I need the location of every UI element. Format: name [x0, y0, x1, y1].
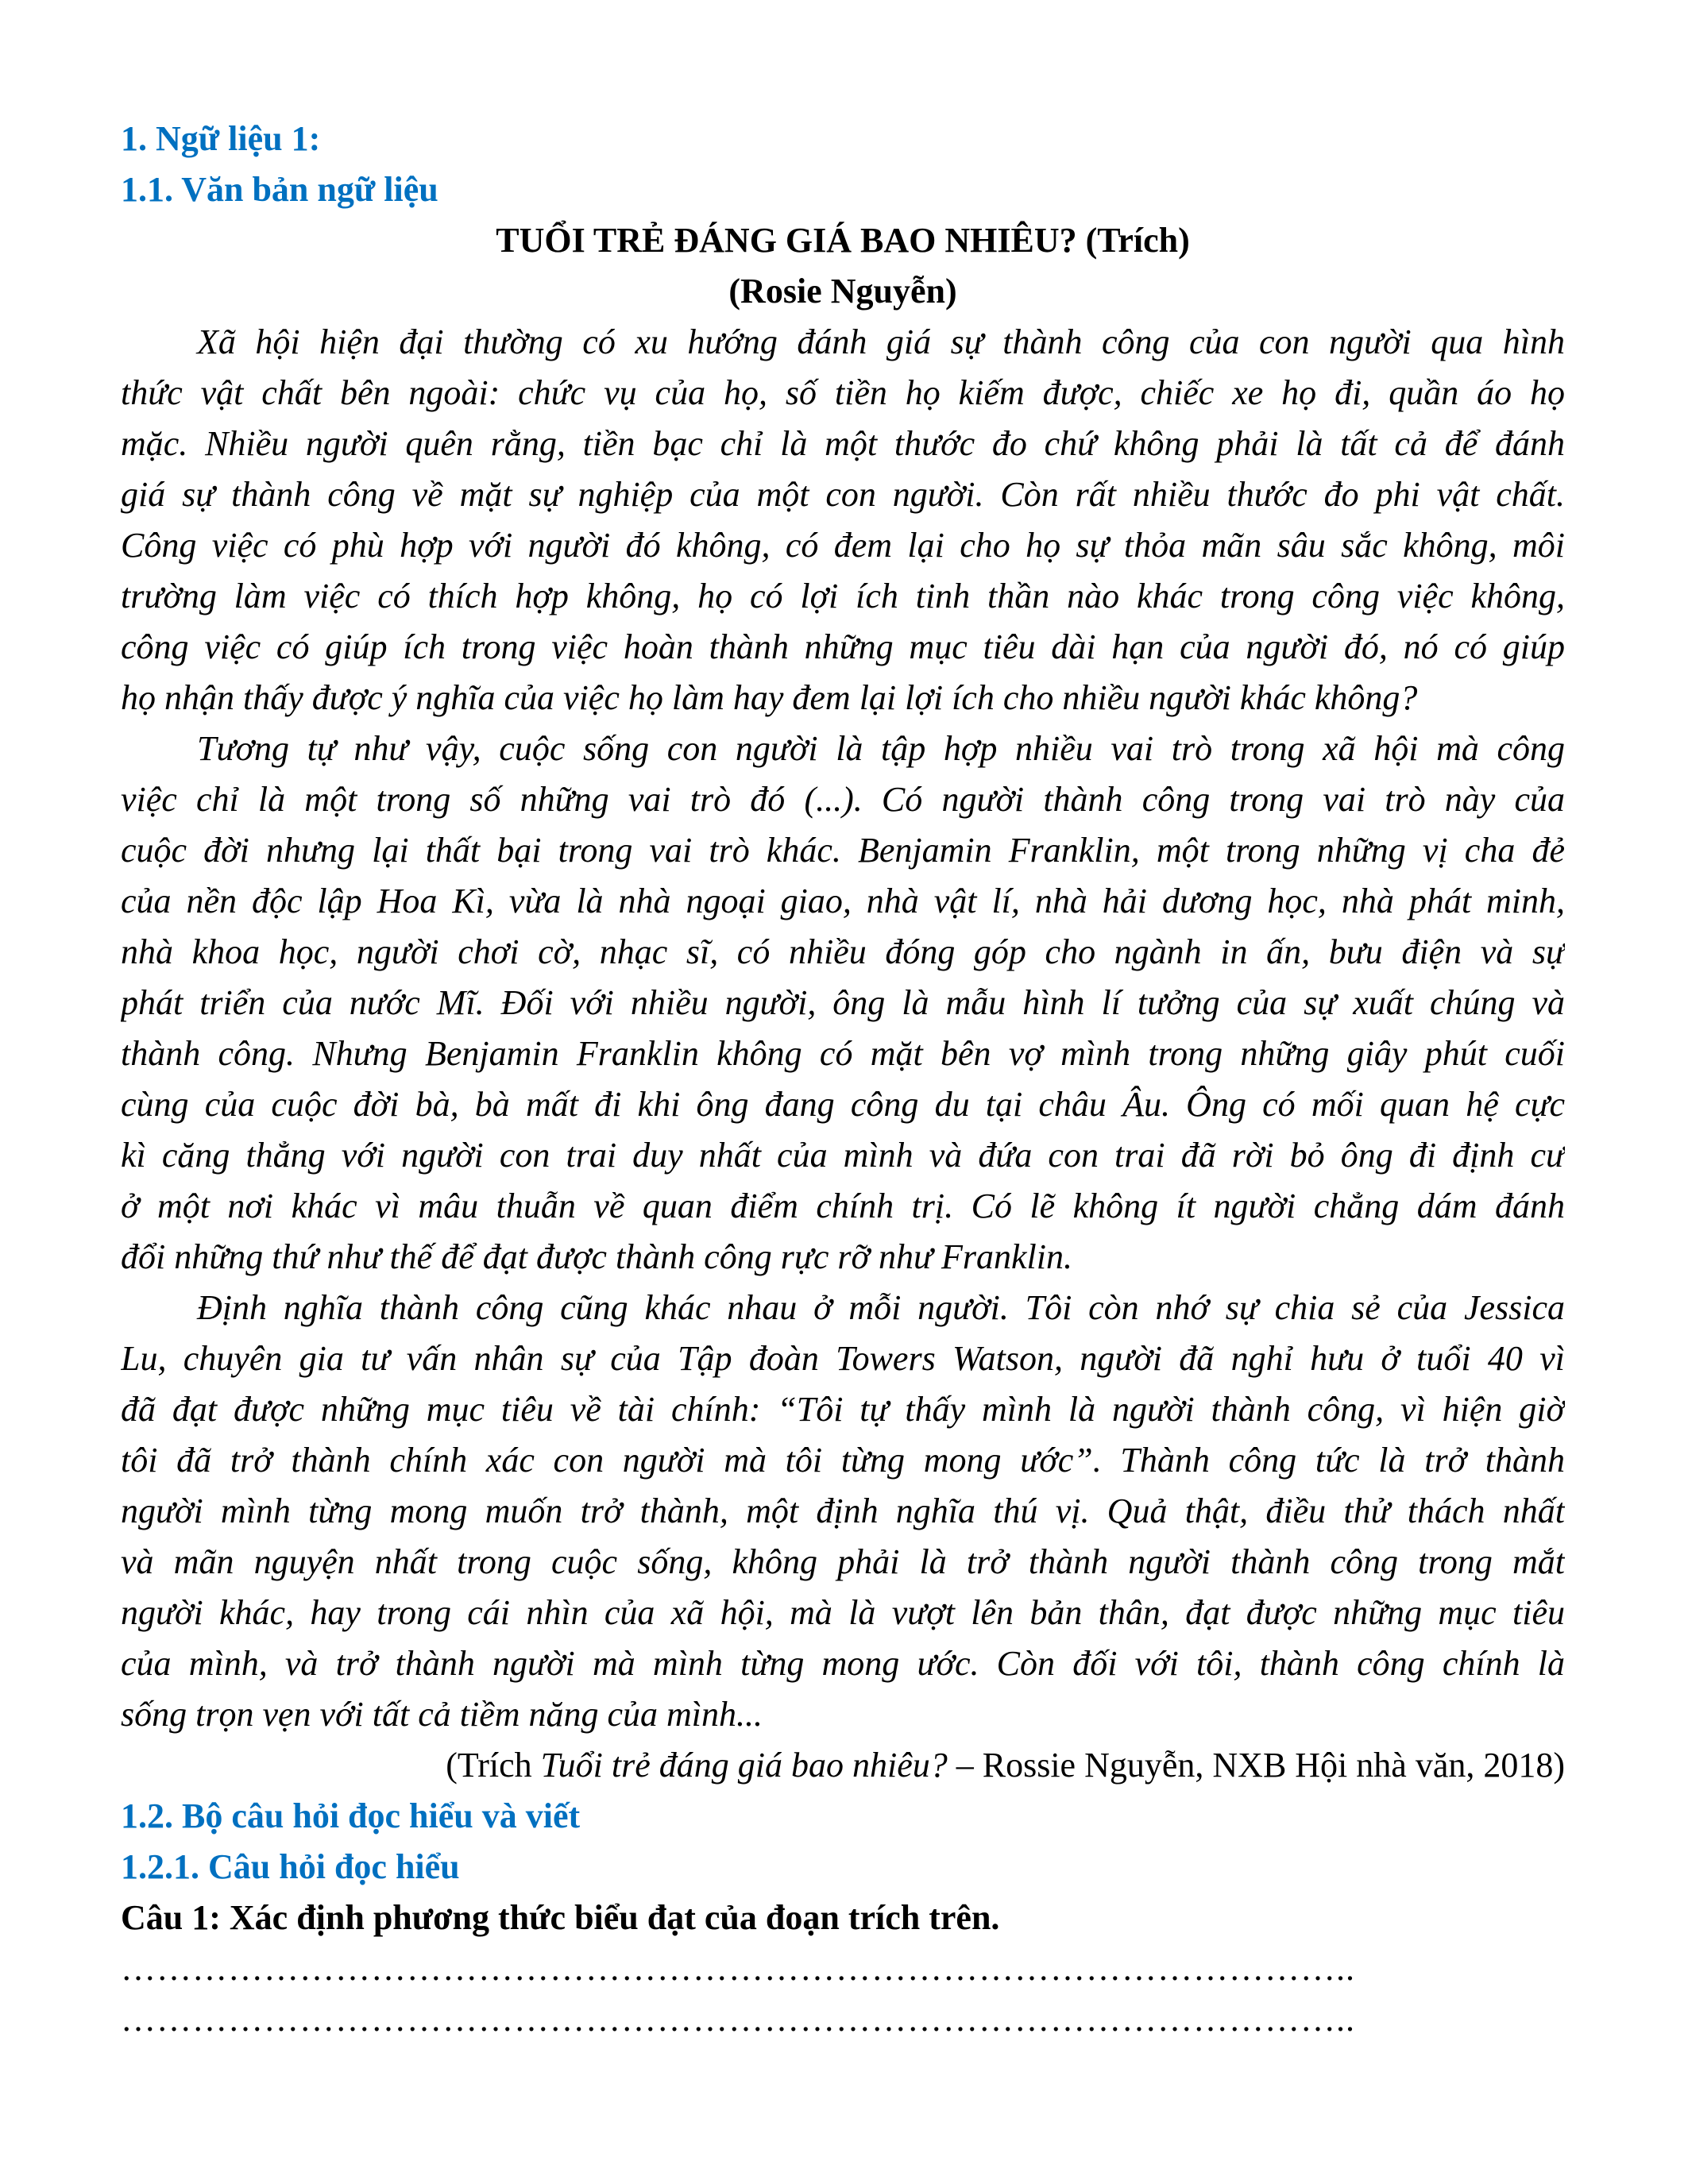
citation-prefix: (Trích	[446, 1746, 541, 1785]
paragraph-line: cùng của cuộc đời bà, bà mất đi khi ông đang công du tại châu Âu. Ông có mối quan hệ cực	[121, 1085, 1565, 1124]
document-page	[121, 114, 1565, 2045]
paragraph-line: Định nghĩa thành công cũng khác nhau ở mỗi người. Tôi còn nhớ sự chia sẻ của Jessica	[197, 1288, 1565, 1327]
paragraph-line: họ nhận thấy được ý nghĩa của việc họ làm hay đem lại lợi ích cho nhiều người khác không?	[121, 678, 1418, 717]
question-1: Câu 1: Xác định phương thức biểu đạt của đoạn trích trên.	[121, 1898, 1000, 1937]
citation-book-title: Tuổi trẻ đáng giá bao nhiêu?	[540, 1746, 948, 1785]
paragraph-line: của nền độc lập Hoa Kì, vừa là nhà ngoại giao, nhà vật lí, nhà hải dương học, nhà phát minh,	[121, 882, 1565, 920]
citation-suffix: – Rossie Nguyễn, NXB Hội nhà văn, 2018)	[947, 1746, 1565, 1785]
heading-bo-cau-hoi: 1.2. Bộ câu hỏi đọc hiểu và viết	[121, 1796, 581, 1835]
paragraph-line: đổi những thứ như thế để đạt được thành công rực rỡ như Franklin.	[121, 1237, 1072, 1276]
paragraph-line: của mình, và trở thành người mà mình từng mong ước. Còn đối với tôi, thành công chính là	[121, 1644, 1565, 1683]
paragraph-line: Lu, chuyên gia tư vấn nhân sự của Tập đoàn Towers Watson, người đã nghỉ hưu ở tuổi 40 vì	[121, 1339, 1565, 1378]
heading-van-ban-ngu-lieu: 1.1. Văn bản ngữ liệu	[121, 170, 438, 209]
paragraph-line: Tương tự như vậy, cuộc sống con người là tập hợp nhiều vai trò trong xã hội mà công	[197, 729, 1565, 768]
heading-ngu-lieu-1: 1. Ngữ liệu 1:	[121, 119, 321, 158]
paragraph-line: thức vật chất bên ngoài: chức vụ của họ, số tiền họ kiếm được, chiếc xe họ đi, quần áo họ	[121, 373, 1565, 412]
text-title: TUỔI TRẺ ĐÁNG GIÁ BAO NHIÊU? (Trích)	[496, 221, 1190, 260]
paragraph-line: sống trọn vẹn với tất cả tiềm năng của mình...	[121, 1695, 763, 1734]
heading-cau-hoi-doc-hieu: 1.2.1. Câu hỏi đọc hiểu	[121, 1847, 460, 1886]
paragraph-line: người khác, hay trong cái nhìn của xã hội, mà là vượt lên bản thân, đạt được những mục tiêu	[121, 1593, 1565, 1632]
answer-line-2[interactable]: …………………………………………………………………………………………..	[121, 2000, 1355, 2039]
paragraph-line: kì căng thẳng với người con trai duy nhất của mình và đứa con trai đã rời bỏ ông đi định cư	[121, 1136, 1565, 1175]
paragraph-line: thành công. Nhưng Benjamin Franklin không có mặt bên vợ mình trong những giây phút cuối	[121, 1034, 1565, 1073]
paragraph-line: người mình từng mong muốn trở thành, một định nghĩa thú vị. Quả thật, điều thử thách nhất	[121, 1491, 1565, 1530]
paragraph-line: trường làm việc có thích hợp không, họ có lợi ích tinh thần nào khác trong công việc không,	[121, 577, 1565, 615]
paragraph-line: ở một nơi khác vì mâu thuẫn về quan điểm chính trị. Có lẽ không ít người chẳng dám đánh	[121, 1187, 1565, 1225]
paragraph-line: và mãn nguyện nhất trong cuộc sống, không phải là trở thành người thành công trong mắt	[121, 1542, 1565, 1581]
paragraph-line: Xã hội hiện đại thường có xu hướng đánh giá sự thành công của con người qua hình	[197, 322, 1565, 361]
paragraph-line: mặc. Nhiều người quên rằng, tiền bạc chỉ là một thước đo chứ không phải là tất cả để đánh	[121, 424, 1565, 463]
paragraph-line: công việc có giúp ích trong việc hoàn thành những mục tiêu dài hạn của người đó, nó có giúp	[121, 627, 1565, 666]
paragraph-line: việc chỉ là một trong số những vai trò đó (...). Có người thành công trong vai trò này của	[121, 780, 1565, 819]
paragraph-line: cuộc đời nhưng lại thất bại trong vai trò khác. Benjamin Franklin, một trong những vị cha đẻ	[121, 831, 1565, 870]
paragraph-line: Công việc có phù hợp với người đó không, có đem lại cho họ sự thỏa mãn sâu sắc không, môi	[121, 526, 1565, 565]
paragraph-line: tôi đã trở thành chính xác con người mà tôi từng mong ước”. Thành công tức là trở thành	[121, 1441, 1565, 1480]
citation	[121, 1740, 1565, 1791]
answer-line-1[interactable]: …………………………………………………………………………………………..	[121, 1949, 1355, 1988]
paragraph-line: phát triển của nước Mĩ. Đối với nhiều người, ông là mẫu hình lí tưởng của sự xuất chúng và	[121, 983, 1565, 1022]
paragraph-line: nhà khoa học, người chơi cờ, nhạc sĩ, có nhiều đóng góp cho ngành in ấn, bưu điện và sự	[121, 932, 1565, 971]
paragraph-line: giá sự thành công về mặt sự nghiệp của một con người. Còn rất nhiều thước đo phi vật chất.	[121, 475, 1565, 514]
text-author: (Rosie Nguyễn)	[728, 272, 957, 311]
paragraph-line: đã đạt được những mục tiêu về tài chính: “Tôi tự thấy mình là người thành công, vì hiện giờ	[121, 1390, 1565, 1429]
excerpt-body	[121, 317, 1565, 1740]
